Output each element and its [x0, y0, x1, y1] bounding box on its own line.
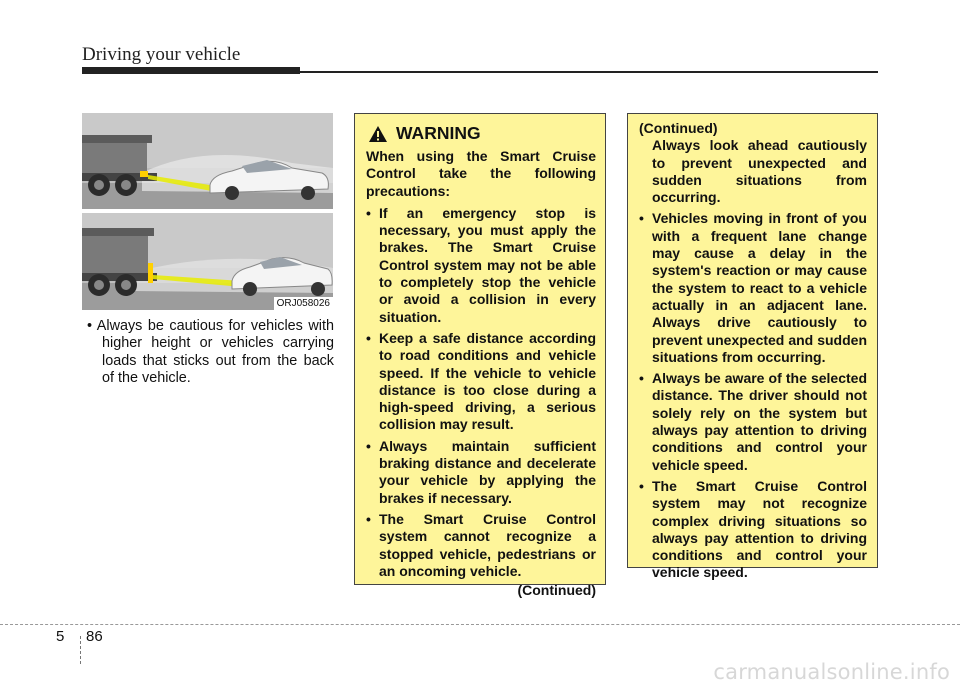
warning-bullet-item: • If an emergency stop is necessary, you must apply the brakes. The Smart Cruise Control system may not be able to completely stop the vehicle or avoid a collision in every situation.	[366, 205, 596, 326]
continued-bullet-item: • The Smart Cruise Control system may not recognize complex driving situations so always pay attention to driving conditions and control your vehicle speed.	[639, 478, 867, 582]
figure-code-label: ORJ058026	[274, 297, 333, 310]
warning-continued-label: (Continued)	[517, 582, 596, 599]
warning-bullet-list	[366, 205, 596, 580]
illustration-panel-bottom	[82, 213, 333, 310]
continued-first-text: Always look ahead cautiously to prevent unexpected and sudden situations from occurring.	[652, 137, 867, 206]
warning-bullet-item: • The Smart Cruise Control system cannot recognize a stopped vehicle, pedestrians or an oncoming vehicle.	[366, 511, 596, 580]
illustration-panel-top	[82, 113, 333, 209]
truck-car-illustration	[82, 113, 333, 310]
warning-heading	[366, 120, 596, 148]
warning-title: WARNING	[396, 123, 481, 144]
section-number: 5	[56, 628, 65, 645]
page-header-title: Driving your vehicle	[82, 44, 241, 65]
header-rule-thick	[82, 67, 300, 74]
left-bullet-text: • Always be cautious for vehicles with higher height or vehicles carrying loads that sticks out from the back of the vehicle.	[87, 318, 334, 387]
watermark-text: carmanualsonline.info	[713, 660, 950, 684]
warning-box	[354, 113, 606, 599]
left-bullet-body: Always be cautious for vehicles with higher height or vehicles carrying loads that sticks out from the back of the vehicle.	[96, 318, 334, 387]
warning-intro: When using the Smart Cruise Control take the following precautions:	[366, 148, 596, 199]
continued-bullet-list	[639, 210, 867, 581]
continued-warning-box	[627, 113, 878, 581]
footer-dashed-rule	[0, 624, 960, 625]
continued-lead-label: (Continued)	[639, 120, 718, 136]
continued-bullet-item: • Vehicles moving in front of you with a frequent lane change may cause a delay in the system's reaction or may cause the system to react to a vehicle actually in an adjacent lane. Always drive cautiously to prevent unexpected and sudden situations from occurring.	[639, 210, 867, 366]
warning-triangle-icon	[368, 125, 388, 143]
page-number: 86	[86, 628, 103, 645]
continued-bullet-item: • Always be aware of the selected distance. The driver should not solely rely on the system but always pay attention to driving conditions and control your vehicle speed.	[639, 370, 867, 474]
warning-bullet-item: • Keep a safe distance according to road conditions and vehicle speed. If the vehicle to vehicle distance is too close during a high-speed driving, a serious collision may result.	[366, 330, 596, 434]
page-number-divider	[80, 636, 81, 664]
header-rule-thin	[300, 71, 878, 73]
warning-bullet-item: • Always maintain sufficient braking distance and decelerate your vehicle by applying the brakes if necessary.	[366, 438, 596, 507]
